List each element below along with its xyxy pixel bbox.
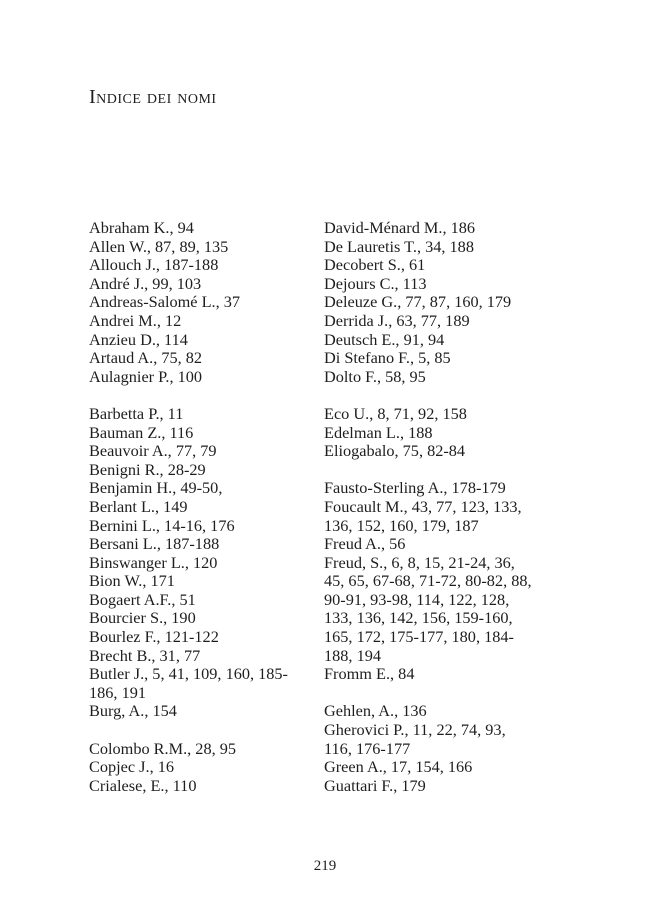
index-group	[89, 219, 304, 386]
index-entry: Edelman L., 188	[324, 422, 433, 442]
index-entry: Derrida J., 63, 77, 189	[324, 310, 470, 330]
index-entry: 165, 172, 175-177, 180, 184-	[324, 627, 514, 647]
index-entry: 136, 152, 160, 179, 187	[324, 515, 479, 535]
index-entry: Abraham K., 94	[89, 218, 194, 237]
index-entry: Bourlez F., 121-122	[89, 627, 219, 647]
index-entry: Benigni R., 28-29	[89, 459, 206, 479]
index-entry: Berlant L., 149	[89, 496, 188, 516]
index-entry: Benjamin H., 49-50,	[89, 478, 223, 498]
index-entry: Bogaert A.F., 51	[89, 589, 196, 609]
index-group	[324, 219, 539, 386]
index-entry: Gehlen, A., 136	[324, 701, 427, 721]
index-entry: Fromm E., 84	[324, 664, 415, 684]
index-entry: Copjec J., 16	[89, 757, 175, 777]
index-entry: Guattari F., 179	[324, 775, 426, 795]
index-entry: Freud A., 56	[324, 534, 406, 554]
index-entry: 90-91, 93-98, 114, 122, 128,	[324, 589, 510, 609]
index-entry: 186, 191	[89, 682, 146, 702]
index-entry: 188, 194	[324, 645, 381, 665]
page-number: 219	[313, 858, 337, 874]
index-entry: Allen W., 87, 89, 135	[89, 236, 229, 256]
index-group	[324, 405, 539, 461]
page-title: Indice dei nomi	[89, 86, 217, 108]
index-entry: Bourcier S., 190	[89, 608, 196, 628]
index-entry: De Lauretis T., 34, 188	[324, 236, 474, 256]
index-entry: André J., 99, 103	[89, 273, 202, 293]
index-entry: Bersani L., 187-188	[89, 534, 220, 554]
index-entry: Bion W., 171	[89, 571, 175, 591]
index-entry: Anzieu D., 114	[89, 329, 188, 349]
index-entry: 133, 136, 142, 156, 159-160,	[324, 608, 513, 628]
index-entry: 116, 176-177	[324, 738, 411, 758]
index-group	[89, 405, 304, 721]
index-entry: Binswanger L., 120	[89, 552, 218, 572]
index-column-left	[89, 219, 304, 795]
index-entry: Di Stefano F., 5, 85	[324, 348, 451, 368]
index-entry: Bauman Z., 116	[89, 422, 194, 442]
index-entry: Beauvoir A., 77, 79	[89, 441, 217, 461]
index-entry: Brecht B., 31, 77	[89, 645, 201, 665]
index-entry: Freud, S., 6, 8, 15, 21-24, 36,	[324, 552, 515, 572]
index-entry: Green A., 17, 154, 166	[324, 757, 473, 777]
index-entry: Bernini L., 14-16, 176	[89, 515, 235, 535]
index-entry: Decobert S., 61	[324, 255, 426, 275]
index-entry: Allouch J., 187-188	[89, 255, 219, 275]
index-entry: Deutsch E., 91, 94	[324, 329, 445, 349]
index-entry: Dolto F., 58, 95	[324, 366, 426, 386]
index-group	[324, 479, 539, 684]
index-entry: Andreas-Salomé L., 37	[89, 292, 241, 312]
index-group	[324, 702, 539, 795]
index-entry: Deleuze G., 77, 87, 160, 179	[324, 292, 512, 312]
index-group	[89, 740, 304, 796]
index-entry: Butler J., 5, 41, 109, 160, 185-	[89, 664, 288, 684]
index-entry: Andrei M., 12	[89, 310, 182, 330]
index-entry: Eco U., 8, 71, 92, 158	[324, 403, 467, 423]
index-entry: 45, 65, 67-68, 71-72, 80-82, 88,	[324, 571, 532, 591]
index-entry: Eliogabalo, 75, 82-84	[324, 441, 466, 461]
index-entry: Aulagnier P., 100	[89, 366, 203, 386]
index-entry: Barbetta P., 11	[89, 403, 184, 423]
index-entry: Foucault M., 43, 77, 123, 133,	[324, 496, 522, 516]
index-entry: Burg, A., 154	[89, 701, 177, 721]
index-column-right	[324, 219, 539, 795]
index-entry: Fausto-Sterling A., 178-179	[324, 478, 506, 498]
index-entry: Gherovici P., 11, 22, 74, 93,	[324, 720, 506, 740]
index-entry: Dejours C., 113	[324, 273, 427, 293]
index-entry: Colombo R.M., 28, 95	[89, 738, 237, 758]
index-entry: David-Ménard M., 186	[324, 218, 476, 237]
index-entry: Artaud A., 75, 82	[89, 348, 203, 368]
index-entry: Crialese, E., 110	[89, 775, 197, 795]
